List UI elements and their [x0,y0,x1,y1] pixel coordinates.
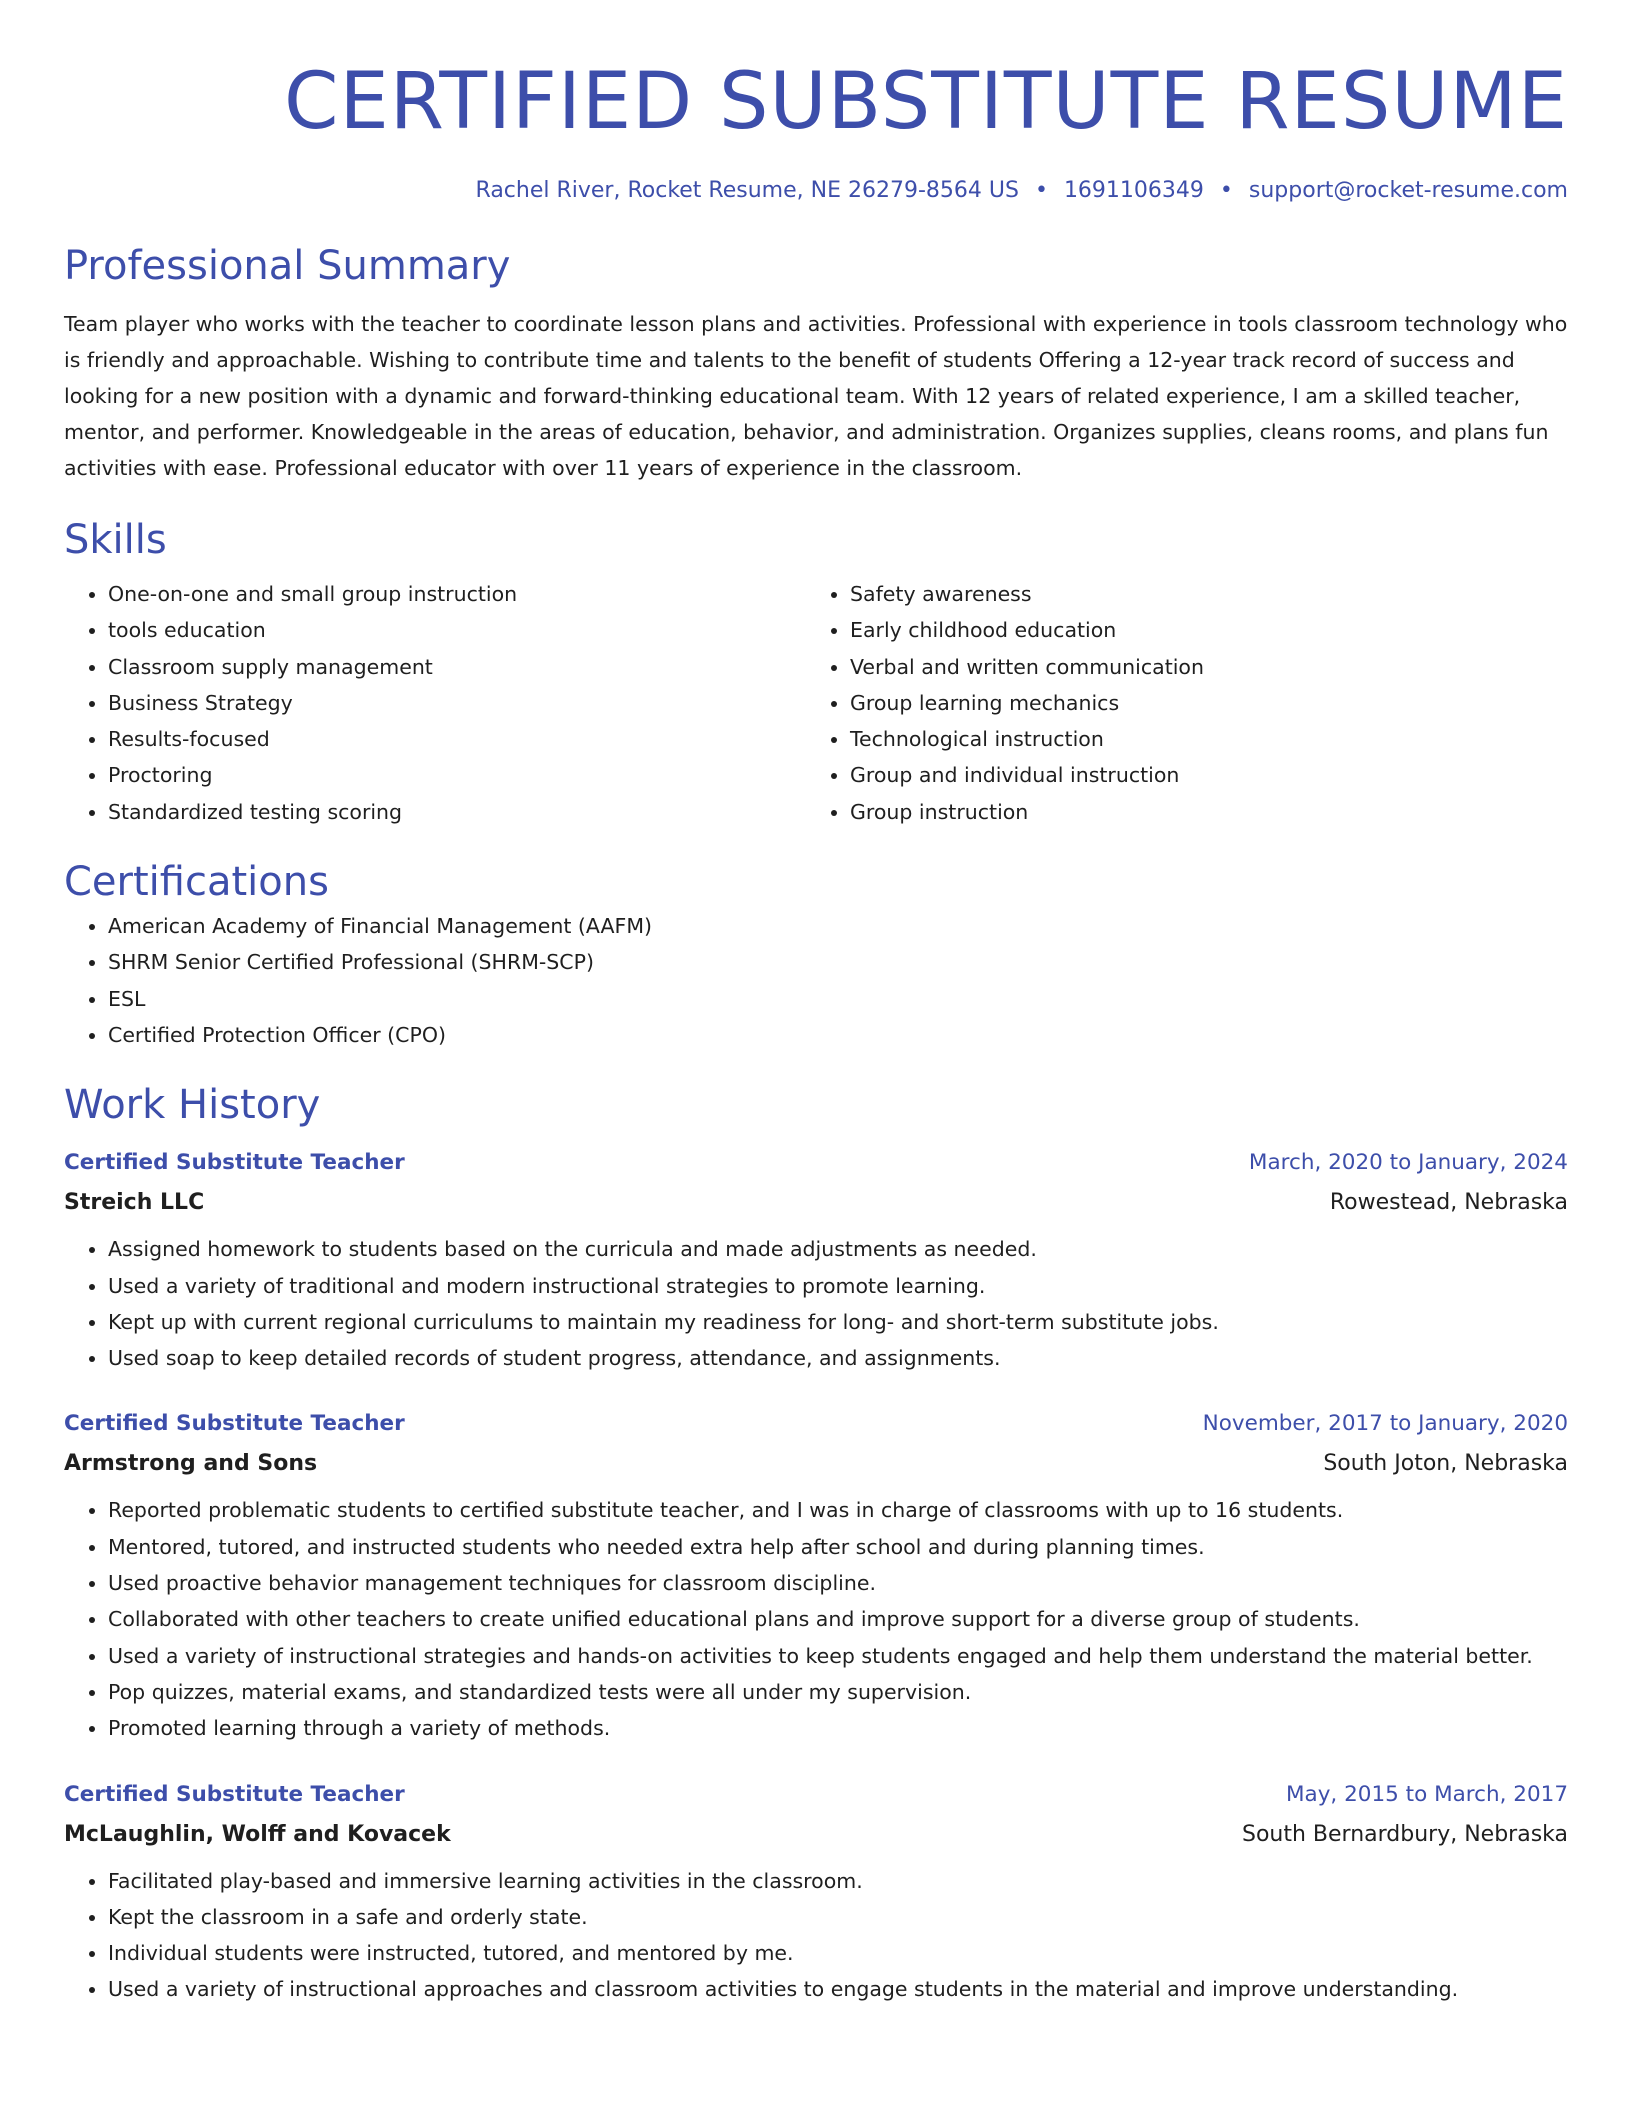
skills-heading: Skills [64,517,167,563]
summary-heading: Professional Summary [64,243,511,289]
job-dates: March, 2020 to January, 2024 [1248,1150,1568,1176]
job-title: Certified Substitute Teacher [64,1150,405,1176]
job-duty-item: • Promoted learning through a variety of methods. [108,1710,1568,1746]
skill-item: • Results-focused [108,721,806,757]
skills-list-left [64,576,806,830]
skill-item: • Business Strategy [108,685,806,721]
job-duty-item: • Pop quizzes, material exams, and standardized tests were all under my supervision. [108,1674,1568,1710]
skill-item: • Early childhood education [850,612,1548,648]
job-duty-item: • Used a variety of instructional approaches and classroom activities to engage students in the material and improve understanding. [108,1971,1568,2007]
job-company: McLaughlin, Wolff and Kovacek [64,1821,451,1847]
job-location: Rowestead, Nebraska [1329,1190,1568,1216]
job-title: Certified Substitute Teacher [64,1411,405,1437]
job-company: Streich LLC [64,1190,205,1216]
job-duty-item: • Collaborated with other teachers to create unified educational plans and improve support for a diverse group of students. [108,1601,1568,1637]
skill-item: • Proctoring [108,757,806,793]
job-duty-item: • Kept the classroom in a safe and orderly state. [108,1899,1568,1935]
job-duty-item: • Facilitated play-based and immersive learning activities in the classroom. [108,1863,1568,1899]
job-company-row [64,1815,1568,1855]
job-duty-item: • Kept up with current regional curriculums to maintain my readiness for long- and short-term substitute jobs. [108,1304,1568,1340]
certifications-heading: Certifications [64,859,329,906]
certifications-section [64,856,1568,1053]
job-title-row [64,1404,1568,1444]
job-title: Certified Substitute Teacher [64,1781,405,1807]
job-duties-list [64,1492,1568,1746]
skill-item: • Safety awareness [850,576,1548,612]
skill-item: • tools education [108,612,806,648]
contact-separator: • [1219,178,1233,203]
job-duty-item: • Used soap to keep detailed records of student progress, attendance, and assignments. [108,1340,1568,1376]
skill-item: • Verbal and written communication [850,649,1548,685]
job-title-row [64,1143,1568,1183]
skill-item: • Group instruction [850,794,1548,830]
summary-text: Team player who works with the teacher to coordinate lesson plans and activities. Professional with experience in tools classroom technology who is friendly and approachable. Wishing to contribute time and talents to the benefit of students Offering a 12-year track record of success and looking for a new position with a dynamic and forward-thinking educational team. With 12 years of related experience, I am a skilled teacher, mentor, and performer. Knowledgeable in the areas of education, behavior, and administration. Organizes supplies, cleans rooms, and plans fun activities with ease. Professional educator with over 11 years of experience in the classroom. [64,312,1568,480]
job-duty-item: • Individual students were instructed, tutored, and mentored by me. [108,1935,1568,1971]
contact-address: Rachel River, Rocket Resume, NE 26279-8564 US [475,178,1019,203]
work-history-heading: Work History [64,1082,321,1129]
job-dates: November, 2017 to January, 2020 [1202,1411,1568,1437]
job-duty-item: • Reported problematic students to certified substitute teacher, and I was in charge of classrooms with up to 16 students. [108,1492,1568,1528]
certification-item: • Certified Protection Officer (CPO) [108,1017,1568,1053]
certification-item: • SHRM Senior Certified Professional (SHRM-SCP) [108,944,1568,980]
job-duty-item: • Used a variety of instructional strategies and hands-on activities to keep students engaged and help them understand the material better. [108,1638,1568,1674]
job-entry [64,1404,1568,1746]
skill-item: • Group learning mechanics [850,685,1548,721]
skills-list-right [806,576,1548,830]
job-duty-item: • Used proactive behavior management techniques for classroom discipline. [108,1565,1568,1601]
certifications-list [64,908,1568,1053]
job-dates: May, 2015 to March, 2017 [1285,1781,1568,1807]
summary-section [64,240,1568,486]
job-company-row [64,1183,1568,1223]
skill-item: • Group and individual instruction [850,757,1548,793]
skills-section [64,514,1568,830]
skills-column-left [64,576,806,830]
skills-column-right [806,576,1548,830]
job-duty-item: • Mentored, tutored, and instructed students who needed extra help after school and during planning times. [108,1529,1568,1565]
job-company: Armstrong and Sons [64,1451,318,1477]
contact-line [64,176,1568,206]
skill-item: • Classroom supply management [108,649,806,685]
skill-item: • One-on-one and small group instruction [108,576,806,612]
job-title-row [64,1775,1568,1815]
job-duties-list [64,1863,1568,2008]
job-duties-list [64,1231,1568,1376]
certification-item: • ESL [108,981,1568,1017]
contact-phone: 1691106349 [1063,178,1204,203]
resume-title: CERTIFIED SUBSTITUTE RESUME [284,57,1568,147]
skill-item: • Technological instruction [850,721,1548,757]
resume-header [64,0,1568,206]
job-duty-item: • Used a variety of traditional and modern instructional strategies to promote learning. [108,1268,1568,1304]
job-entry [64,1775,1568,2008]
job-entry [64,1143,1568,1376]
work-history-section [64,1079,1568,2007]
job-location: South Bernardbury, Nebraska [1241,1821,1568,1847]
job-company-row [64,1444,1568,1484]
skill-item: • Standardized testing scoring [108,794,806,830]
contact-email[interactable]: support@rocket-resume.com [1248,178,1568,203]
job-location: South Joton, Nebraska [1323,1451,1568,1477]
skills-columns [64,576,1568,830]
job-duty-item: • Assigned homework to students based on the curricula and made adjustments as needed. [108,1231,1568,1267]
contact-separator: • [1034,178,1048,203]
certification-item: • American Academy of Financial Management (AAFM) [108,908,1568,944]
